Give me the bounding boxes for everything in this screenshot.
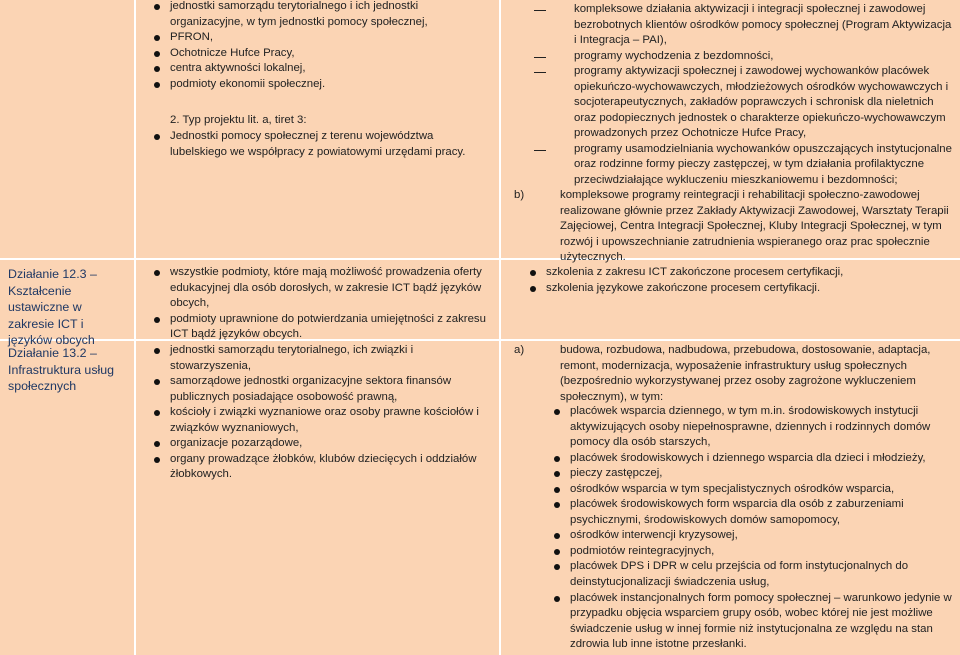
infrastructure-beneficiary-list (150, 343, 490, 483)
list-item: placówek DPS i DPR w celu przejścia od form instytucjonalnych do deinstytucjonalizacji świadczenia usług, (550, 559, 954, 590)
list-item: centra aktywności lokalnej, (150, 61, 490, 77)
list-item: kościoły i związki wyznaniowe oraz osoby prawne kościołów i związków wyznaniowych, (150, 405, 490, 436)
list-item: placówek wsparcia dziennego, w tym m.in. środowiskowych instytucji aktywizujących osoby niepełnosprawne, dziennych i rodzinnych domów pomocy dla osób starszych, (550, 404, 954, 451)
list-item: wszystkie podmioty, które mają możliwość prowadzenia oferty edukacyjnej dla osób dorosłych, w zakresie ICT bądź języków obcych, (150, 265, 492, 312)
list-item: podmiotów reintegracyjnych, (550, 544, 954, 560)
list-item: ośrodków wsparcia w tym specjalistycznych ośrodków wsparcia, (550, 482, 954, 498)
list-item: podmioty ekonomii społecznej. (150, 77, 490, 93)
list-item: programy wychodzenia z bezdomności, (534, 49, 954, 65)
list-item: jednostki samorządu terytorialnego, ich związki i stowarzyszenia, (150, 343, 490, 374)
list-item: podmioty uprawnione do potwierdzania umiejętności z zakresu ICT bądź języków obcych. (150, 312, 492, 343)
list-item (514, 188, 954, 266)
item-text: budowa, rozbudowa, nadbudowa, przebudowa, dostosowanie, adaptacja, remont, modernizacja, wyposażenie infrastruktury usług społecznych (bezpośrednio wykorzystywanej przez osoby zagrożone wykluczeniem społecznym), w tym: (560, 344, 931, 403)
list-item: organizacje pozarządowe, (150, 436, 490, 452)
ict-beneficiary-list (150, 265, 492, 343)
list-item: jednostki samorządu terytorialnego i ich jednostki organizacyjne, w tym jednostki pomocy społecznej, (150, 0, 490, 30)
program-list (534, 2, 954, 189)
list-item: kompleksowe działania aktywizacji i integracji społecznej i zawodowej bezrobotnych klientów ośrodków pomocy społecznej (Program Aktywizacja i Integracja – PAI), (534, 2, 954, 49)
list-item: placówek środowiskowych i dziennego wsparcia dla dzieci i młodzieży, (550, 451, 954, 467)
beneficiary-list (150, 0, 490, 92)
list-item: PFRON, (150, 30, 490, 46)
infrastructure-facility-list (550, 404, 954, 653)
list-item: placówek środowiskowych form wsparcia dla osób z zaburzeniami psychicznymi, środowiskowych domów samopomocy, (550, 497, 954, 528)
action-12-3-label: Działanie 12.3 – Kształcenie ustawiczne w zakresie ICT i języków obcych (8, 267, 97, 347)
project-type-list (150, 129, 490, 160)
list-item: pieczy zastępczej, (550, 466, 954, 482)
list-item: programy aktywizacji społecznej i zawodowej wychowanków placówek opiekuńczo-wychowawczych, młodzieżowych ośrodków wychowawczych i socjoterapeutycznych, zakładów poprawczych i schronisk dla nieletnich oraz podopiecznych jednostek o charakterze opiekuńczo-wychowawczym prowadzonych przez Ochotnicze Hufce Pracy, (534, 64, 954, 142)
item-text: kompleksowe programy reintegracji i rehabilitacji społeczno-zawodowej realizowane głównie przez Zakłady Aktywizacji Zawodowej, Warsztaty Terapii Zajęciowej, Centra Integracji Społecznej, Kluby Integracji Społecznej, w tym rozwój i upowszechnianie zatrudnienia wspieranego oraz prac społecznie użytecznych. (560, 189, 949, 264)
item-letter: b) (514, 189, 525, 201)
list-item: ośrodków interwencji kryzysowej, (550, 528, 954, 544)
infrastructure-scope (514, 343, 954, 405)
item-letter: a) (514, 344, 525, 356)
list-item: samorządowe jednostki organizacyjne sektora finansów publicznych posiadające osobowość prawną, (150, 374, 490, 405)
list-item: szkolenia językowe zakończone procesem certyfikacji. (526, 281, 954, 297)
project-type-heading: 2. Typ projektu lit. a, tiret 3: (170, 114, 307, 126)
list-item: Ochotnicze Hufce Pracy, (150, 46, 490, 62)
program-b (514, 188, 954, 266)
list-item: szkolenia z zakresu ICT zakończone procesem certyfikacji, (526, 265, 954, 281)
action-13-2-label: Działanie 13.2 – Infrastruktura usług społecznych (8, 346, 115, 393)
list-item: placówek instancjonalnych form pomocy społecznej – warunkowo jedynie w przypadku objęcia wsparciem grupy osób, wobec której nie jest możliwe świadczenie usług w innej formie niż instytucjonalna ze względu na stan zdrowia lub inne istotne przesłanki. (550, 591, 954, 653)
list-item (514, 343, 954, 405)
list-item: programy usamodzielniania wychowanków opuszczających instytucjonalne oraz rodzinne formy pieczy zastępczej, w tym działania profilaktyczne przeciwdziałające wykluczeniu mieszkaniowemu i bezdomności; (534, 142, 954, 189)
ict-training-list (526, 265, 954, 296)
list-item: Jednostki pomocy społecznej z terenu województwa lubelskiego we współpracy z powiatowymi urzędami pracy. (150, 129, 490, 160)
list-item: organy prowadzące żłobków, klubów dziecięcych i oddziałów żłobkowych. (150, 452, 490, 483)
